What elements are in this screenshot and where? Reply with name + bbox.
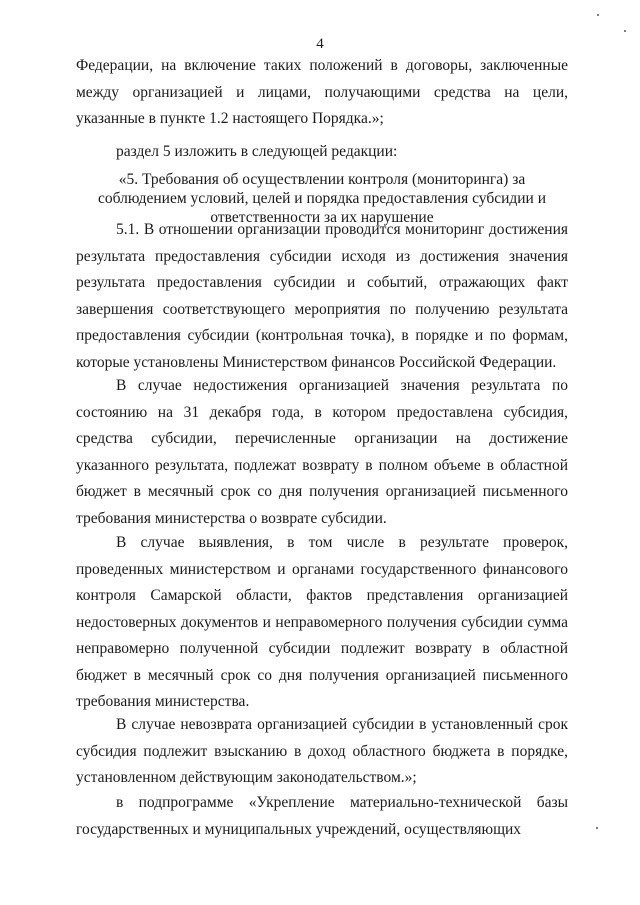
paragraph-section-5-intro: раздел 5 изложить в следующей редакции: [116, 143, 398, 160]
section-5-heading: «5. Требования об осуществлении контроля (мониторинга) за соблюдением условий, целей и порядка предоставления субсидии и ответственности за их нарушение [97, 171, 547, 226]
paragraph-5-1: 5.1. В отношении организации проводится мониторинг достижения результата предоставления субсидии исходя из достижения значения результата предоставления субсидии и событий, отражающих факт завершения соответствующего мероприятия по получению результата предоставления субсидии (контрольная точка), в порядке и по формам, которые установлены Министерством финансов Российской Федерации. [76, 221, 568, 371]
scan-speck [597, 14, 599, 16]
scan-speck [596, 827, 598, 829]
page-number: 4 [316, 36, 324, 52]
paragraph-continuation: Федерации, на включение таких положений в договоры, заключенные между организацией и лицами, получающими средства на цели, указанные в пункте 1.2 настоящего Порядка.»; [76, 57, 568, 127]
paragraph-non-return: В случае невозврата организацией субсидии в установленный срок субсидия подлежит взысканию в доход областного бюджета в порядке, установленном действующим законодательством.»; [76, 716, 568, 786]
paragraph-subprogram: в подпрограмме «Укрепление материально-технической базы государственных и муниципальных учреждений, осуществляющих [76, 794, 568, 838]
paragraph-non-achievement: В случае недостижения организацией значения результата по состоянию на 31 декабря года, в котором предоставлена субсидия, средства субсидии, перечисленные организации на достижение указанного результата, подлежат возврату в полном объеме в областной бюджет в месячный срок со дня получения организацией письменного требования министерства о возврате субсидии. [76, 377, 568, 527]
paragraph-detection: В случае выявления, в том числе в результате проверок, проведенных министерством и органами государственного финансового контроля Самарской области, фактов представления организацией недостоверных документов и неправомерного получения субсидии сумма неправомерно полученной субсидии подлежит возврату в областной бюджет в месячный срок со дня получения организацией письменного требования министерства. [76, 534, 568, 710]
scan-speck [624, 30, 626, 32]
